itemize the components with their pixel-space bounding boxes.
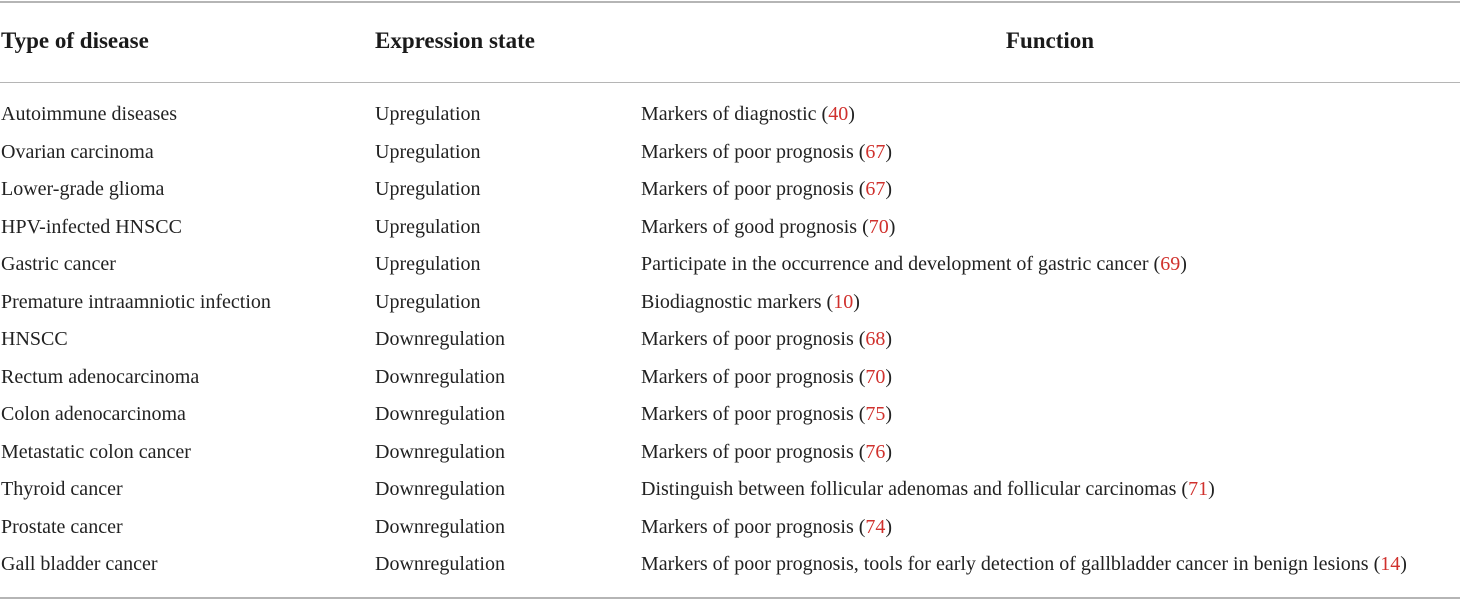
cell-expression-state: Downregulation [375, 515, 505, 538]
reference-link[interactable]: 70 [865, 365, 886, 388]
header-expression-state: Expression state [375, 28, 535, 53]
cell-disease: Ovarian carcinoma [1, 140, 154, 163]
cell-function: Markers of poor prognosis, tools for early detection of gallbladder cancer in benign lesions (14) [641, 553, 1407, 575]
table-row [0, 396, 1460, 434]
reference-link[interactable]: 10 [833, 290, 854, 313]
header-type-of-disease: Type of disease [1, 28, 149, 53]
cell-disease: Lower-grade glioma [1, 178, 165, 200]
cell-disease: Colon adenocarcinoma [1, 403, 186, 425]
cell-expression-state: Upregulation [375, 103, 481, 125]
cell-function: Markers of poor prognosis (67) [641, 140, 893, 163]
cell-expression-state: Downregulation [375, 478, 505, 500]
table-row [0, 284, 1460, 322]
cell-disease: Rectum adenocarcinoma [1, 365, 200, 388]
table-row [0, 171, 1460, 209]
reference-link[interactable]: 70 [868, 215, 889, 238]
cell-function: Participate in the occurrence and development of gastric cancer (69) [641, 253, 1187, 275]
cell-disease: Metastatic colon cancer [1, 440, 191, 463]
cell-expression-state: Upregulation [375, 215, 481, 238]
cell-function: Markers of poor prognosis (70) [641, 365, 893, 388]
reference-link[interactable]: 67 [865, 178, 886, 200]
function-text: Markers of poor prognosis [641, 403, 854, 425]
reference-link[interactable]: 68 [865, 328, 886, 350]
function-text: Distinguish between follicular adenomas and follicular carcinomas [641, 478, 1177, 500]
table-row [0, 359, 1460, 397]
function-text: Markers of diagnostic [641, 103, 817, 125]
cell-function: Biodiagnostic markers (10) [641, 290, 860, 313]
function-text: Participate in the occurrence and development of gastric cancer [641, 253, 1149, 275]
cell-function: Markers of poor prognosis (68) [641, 328, 893, 350]
reference-link[interactable]: 71 [1188, 478, 1209, 500]
table-row [0, 321, 1460, 359]
cell-disease: Premature intraamniotic infection [1, 290, 271, 313]
table-body [0, 82, 1460, 584]
header-function: Function [1005, 28, 1095, 53]
function-text: Markers of poor prognosis [641, 140, 854, 163]
table-row [0, 96, 1460, 134]
table-row [0, 434, 1460, 472]
reference-link[interactable]: 14 [1380, 553, 1401, 575]
function-text: Markers of poor prognosis [641, 440, 854, 463]
reference-link[interactable]: 75 [865, 403, 886, 425]
cell-expression-state: Upregulation [375, 140, 481, 163]
cell-expression-state: Downregulation [375, 440, 505, 463]
cell-expression-state: Upregulation [375, 290, 481, 313]
function-text: Markers of poor prognosis [641, 365, 854, 388]
cell-expression-state: Upregulation [375, 178, 481, 200]
table-row [0, 509, 1460, 547]
cell-expression-state: Upregulation [375, 253, 481, 275]
table-row [0, 246, 1460, 284]
reference-link[interactable]: 40 [828, 103, 849, 125]
cell-expression-state: Downregulation [375, 328, 505, 350]
header-row [0, 0, 1460, 82]
function-text: Markers of poor prognosis [641, 178, 854, 200]
function-text: Markers of poor prognosis [641, 328, 854, 350]
cell-function: Markers of poor prognosis (67) [641, 178, 893, 200]
cell-expression-state: Downregulation [375, 553, 505, 575]
cell-disease: Gall bladder cancer [1, 553, 158, 575]
cell-disease: HNSCC [1, 328, 68, 350]
table-spacer [0, 82, 1460, 96]
cell-function: Markers of good prognosis (70) [641, 215, 896, 238]
reference-link[interactable]: 67 [865, 140, 886, 163]
cell-function: Distinguish between follicular adenomas and follicular carcinomas (71) [641, 478, 1215, 500]
cell-function: Markers of poor prognosis (74) [641, 515, 893, 538]
cell-function: Markers of poor prognosis (76) [641, 440, 893, 463]
table-header [0, 0, 1460, 82]
cell-function: Markers of poor prognosis (75) [641, 403, 893, 425]
cell-expression-state: Downregulation [375, 403, 505, 425]
cell-disease: Autoimmune diseases [1, 103, 178, 125]
reference-link[interactable]: 74 [865, 515, 886, 538]
cell-disease: Gastric cancer [1, 253, 116, 275]
reference-link[interactable]: 69 [1160, 253, 1181, 275]
cell-disease: Prostate cancer [1, 515, 123, 538]
function-text: Markers of good prognosis [641, 215, 858, 238]
function-text: Markers of poor prognosis [641, 515, 854, 538]
cell-function: Markers of diagnostic (40) [641, 103, 855, 125]
table-row [0, 134, 1460, 172]
cell-disease: HPV-infected HNSCC [1, 215, 182, 238]
cell-disease: Thyroid cancer [1, 478, 123, 500]
reference-link[interactable]: 76 [865, 440, 886, 463]
cell-expression-state: Downregulation [375, 365, 505, 388]
function-text: Biodiagnostic markers [641, 290, 822, 313]
table-row [0, 546, 1460, 584]
function-text: Markers of poor prognosis, tools for early detection of gallbladder cancer in benign lesions [641, 553, 1369, 575]
table-row [0, 209, 1460, 247]
table-row [0, 471, 1460, 509]
